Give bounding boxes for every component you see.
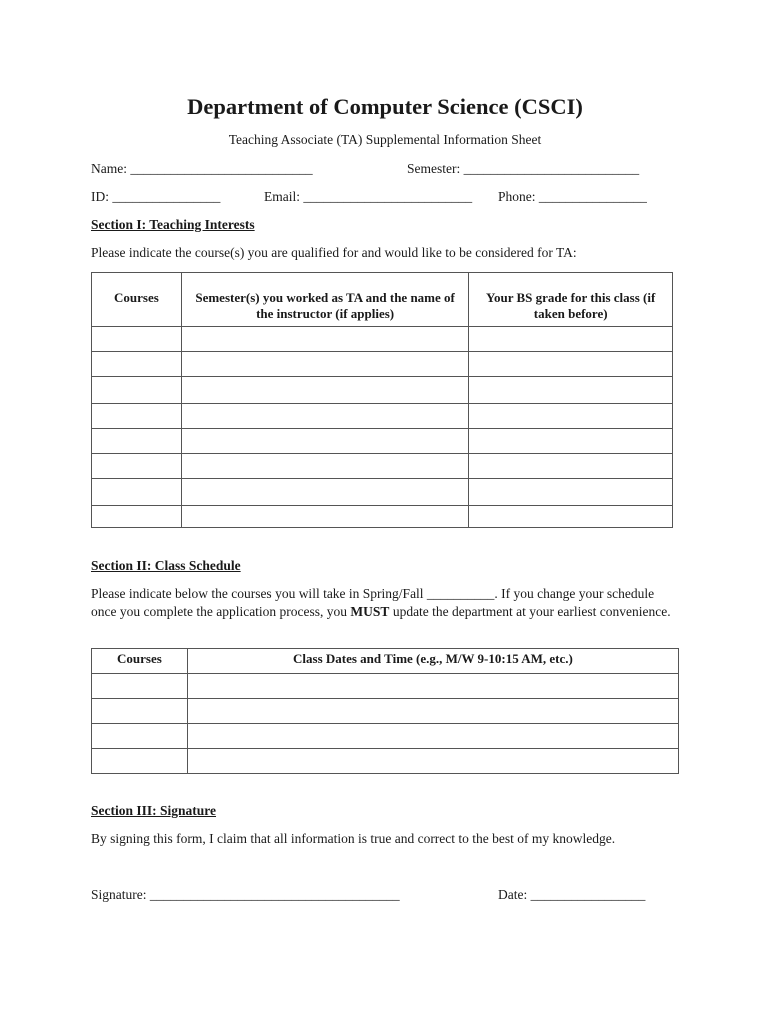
table-cell[interactable] [469,429,673,454]
teaching-interests-table [91,272,673,528]
table-row [92,429,673,454]
class-schedule-table [91,648,679,774]
page-subtitle: Teaching Associate (TA) Supplemental Information Sheet [228,132,542,147]
table-cell[interactable] [92,377,182,404]
table-cell[interactable] [187,699,678,724]
section2-heading: Section II: Class Schedule [91,558,241,573]
table-cell[interactable] [92,674,188,699]
table-cell[interactable] [92,454,182,479]
table-cell[interactable] [92,699,188,724]
table-row [92,674,679,699]
column-header: Your BS grade for this class (if taken before) [469,273,673,327]
table-cell[interactable] [181,454,468,479]
table-cell[interactable] [469,454,673,479]
table-row [92,454,673,479]
table-cell[interactable] [181,377,468,404]
table-cell[interactable] [469,327,673,352]
table-cell[interactable] [92,429,182,454]
table-cell[interactable] [469,479,673,506]
table-row [92,377,673,404]
table-cell[interactable] [181,327,468,352]
table-row [92,404,673,429]
id-field[interactable]: ID: ________________ [91,189,221,204]
table-row [92,749,679,774]
table-cell[interactable] [187,749,678,774]
table-cell[interactable] [181,506,468,528]
table-cell[interactable] [92,749,188,774]
page-title: Department of Computer Science (CSCI) [187,94,583,119]
table-header-row [92,649,679,674]
column-header: Courses [92,649,188,674]
name-field[interactable]: Name: ___________________________ [91,161,313,176]
table-row [92,699,679,724]
column-header: Semester(s) you worked as TA and the name of the instructor (if applies) [181,273,468,327]
instruction-text: Please indicate below the courses you will take in Spring/Fall __________. If you change your schedule once you complete the application process, you [91,586,655,619]
section1-heading: Section I: Teaching Interests [91,217,255,232]
table-row [92,506,673,528]
must-emphasis: MUST [350,604,390,619]
signature-field[interactable]: Signature: _____________________________________ [91,887,400,902]
column-header: Courses [92,273,182,327]
table-cell[interactable] [92,327,182,352]
table-cell[interactable] [469,506,673,528]
table-row [92,479,673,506]
date-field[interactable]: Date: _________________ [498,887,646,902]
table-cell[interactable] [187,674,678,699]
column-header: Class Dates and Time (e.g., M/W 9-10:15 AM, etc.) [187,649,678,674]
table-cell[interactable] [92,506,182,528]
table-row [92,724,679,749]
phone-field[interactable]: Phone: ________________ [498,189,647,204]
table-cell[interactable] [181,479,468,506]
table-cell[interactable] [469,404,673,429]
table-cell[interactable] [181,352,468,377]
table-cell[interactable] [187,724,678,749]
semester-field[interactable]: Semester: __________________________ [407,161,640,176]
table-cell[interactable] [181,429,468,454]
table-cell[interactable] [469,377,673,404]
email-field[interactable]: Email: _________________________ [264,189,473,204]
section2-instruction [91,585,681,621]
instruction-text: update the department at your earliest convenience. [389,604,671,619]
table-cell[interactable] [92,479,182,506]
table-cell[interactable] [181,404,468,429]
section3-statement: By signing this form, I claim that all information is true and correct to the best of my knowledge. [91,831,616,846]
table-cell[interactable] [469,352,673,377]
table-row [92,352,673,377]
table-cell[interactable] [92,352,182,377]
table-cell[interactable] [92,724,188,749]
table-cell[interactable] [92,404,182,429]
section3-heading: Section III: Signature [91,803,217,818]
table-row [92,327,673,352]
table-header-row [92,273,673,327]
section1-instruction: Please indicate the course(s) you are qualified for and would like to be considered for TA: [91,245,577,260]
